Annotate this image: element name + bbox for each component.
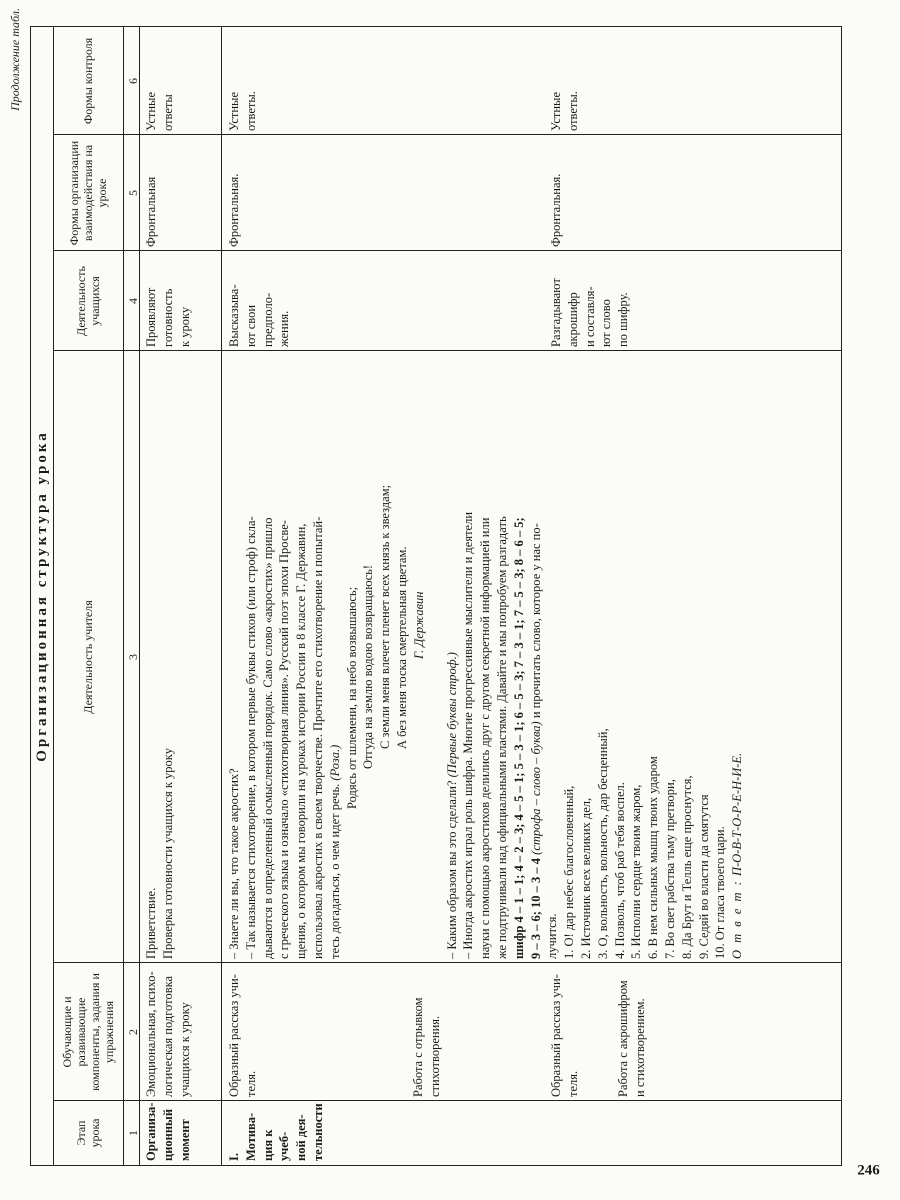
- row2-teacher-activity: – Знаете ли вы, что такое акростих? – Так называется стихотворение, в котором первые буквы стихов (или строф) скла- дываются в определенный осмысленный порядок. Само слово «акростих» пришло с греческого языка и означало «стихотворная линия». Русский поэт эпохи Просве- щения, о котором мы говорили на уроках истории России в 8 классе Г. Державин, использовал акростих в своем творчестве. Прочтите его стихотворение и попытай- тесь догадаться, о чем идет речь. (Роза.) Родясь от шлемени, на небо возвышаюсь; Отгуда на землю водою возвращаюсь! С земли меня влечет пленет всех князь к звездам; А без меня тоска смертельная цветам. Г. Державин – Каким образом вы это сделали? (Первые буквы строф.) – Иногда акростих играл роль шифра. Многие прогрессивные мыслители и деятели науки с помощью акростихов делились друг с другом секретной информацией или же подтрунивали над официальными властями. Давайте и мы попробуем разгадать шифр 4 – 1 – 1; 4 – 2 – 3; 4 – 5 – 1; 5 – 3 – 1; 6 – 5 – 3; 7 – 3 – 1; 7 – 5 – 3; 8 – 6 – 5; 9 – 3 – 6; 10 – 3 – 4 (строфа – слово – буква) и прочитать слово, которое у нас по- лучится. 1. О! дар небес благословенный, 2. Источник всех великих дел, 3. О, вольность, вольность, дар бесценный, 4. Позволь, чтоб раб тебя воспел. 5. Исполни сердце твоим жаром, 6. В нем сильных мышц твоих ударом 7. Во свет рабства тьму претвори, 8. Да Брут и Телль еще проснутся, 9. Седяй во власти да смятутся 10. От гласа твоего цари. О т в е т : П-О-В-Т-О-Р-Е-Н-И-Е.: [224, 351, 748, 963]
- row2-stage: I. Мотива- ция к учеб- ной дея- тельности: [227, 1103, 325, 1161]
- verse-5: 5. Исполни сердце твоим жаром,: [629, 784, 644, 959]
- col-header-control: Формы контроля: [81, 37, 95, 125]
- row2-component-poem: Работа с отрывком стихотворения.: [411, 997, 442, 1097]
- lesson-structure-table: [30, 26, 842, 1166]
- verse-7: 7. Во свет рабства тьму претвори,: [662, 779, 677, 959]
- col-num-5: 5: [126, 190, 140, 196]
- page-number: 246: [857, 1162, 880, 1179]
- row2-students-cipher: Разгадывают акрошифр и составля- ют слово по шифру.: [549, 278, 631, 347]
- table-title: Организационная структура урока: [31, 27, 54, 1165]
- col-num-3: 3: [126, 654, 140, 660]
- row1-control: Устные ответы: [144, 92, 175, 131]
- poem-line-3: С земли меня влечет пленет всех князь к звездам;: [378, 484, 393, 749]
- col-header-components: Обучающие и развивающие компоненты, задания и упражнения: [60, 973, 116, 1091]
- row2-component-story: Образный рассказ учи- теля.: [227, 974, 258, 1097]
- poem-author: Г. Державин: [411, 591, 426, 659]
- verse-10: 10. От гласа твоего цари.: [713, 826, 728, 959]
- row1-bottom-line: [221, 27, 222, 1165]
- cipher-answer: О т в е т : П-О-В-Т-О-Р-Е-Н-И-Е.: [730, 752, 745, 959]
- verse-1: 1. О! дар небес благословенный,: [562, 785, 577, 959]
- col-header-students: Деятельность учащихся: [74, 266, 102, 336]
- row1-stage: Организа- ционный момент: [144, 1102, 192, 1161]
- row1-teacher: Приветствие. Проверка готовности учащихся к уроку: [144, 748, 175, 959]
- verse-2: 2. Источник всех великих дел,: [578, 797, 593, 959]
- verse-9: 9. Седяй во власти да смятутся: [696, 794, 711, 959]
- verse-8: 8. Да Брут и Телль еще проснутся,: [679, 775, 694, 959]
- col-num-6: 6: [126, 78, 140, 84]
- row2-students-guess: Высказыва- ют свои предполо- жения.: [227, 284, 292, 347]
- col-header-stage: Этап урока: [74, 1118, 102, 1148]
- row2-component-story-2: Образный рассказ учи- теля.: [549, 974, 580, 1097]
- row1-components: Эмоциональная, психо- логическая подготовка учащихся к уроку: [144, 971, 192, 1097]
- col-num-1: 1: [126, 1130, 140, 1136]
- poem-line-1: Родясь от шлемени, на небо возвышаюсь;: [344, 586, 359, 809]
- verse-6: 6. В нем сильных мышц твоих ударом: [646, 756, 661, 959]
- poem-line-4: А без меня тоска смертельная цветам.: [394, 546, 409, 749]
- col-header-teacher: Деятельность учителя: [81, 600, 95, 714]
- row2-control-b: Устные ответы.: [549, 91, 580, 131]
- col-num-4: 4: [126, 298, 140, 304]
- poem-line-2: Отгуда на землю водою возвращаюсь!: [361, 565, 376, 769]
- col-header-forms: Формы организации взаимодействия на уроке: [67, 140, 109, 246]
- col-num-2: 2: [126, 1029, 140, 1035]
- row2-forms-a: Фронтальная.: [227, 173, 241, 247]
- answer-rosa: (Роза.): [327, 744, 342, 781]
- verse-3: 3. О, вольность, вольность, дар бесценный,: [595, 728, 610, 959]
- row2-control-a: Устные ответы.: [227, 91, 258, 131]
- continuation-label: Продолжение табл.: [8, 8, 22, 111]
- row1-forms: Фронтальная: [144, 176, 158, 247]
- row1-students: Проявляют готовность к уроку: [144, 287, 192, 347]
- cipher-code: шифр 4 – 1 – 1; 4 – 2 – 3; 4 – 5 – 1; 5 – 3 – 1; 6 – 5 – 3; 7 – 3 – 1; 7 – 5 – 3; 8 – 6 – 5;: [511, 517, 526, 959]
- row2-forms-b: Фронтальная.: [549, 173, 563, 247]
- verse-4: 4. Позволь, чтоб раб тебя воспел.: [612, 782, 627, 959]
- row2-component-cipher: Работа с акрошифром и стихотворением.: [616, 980, 647, 1097]
